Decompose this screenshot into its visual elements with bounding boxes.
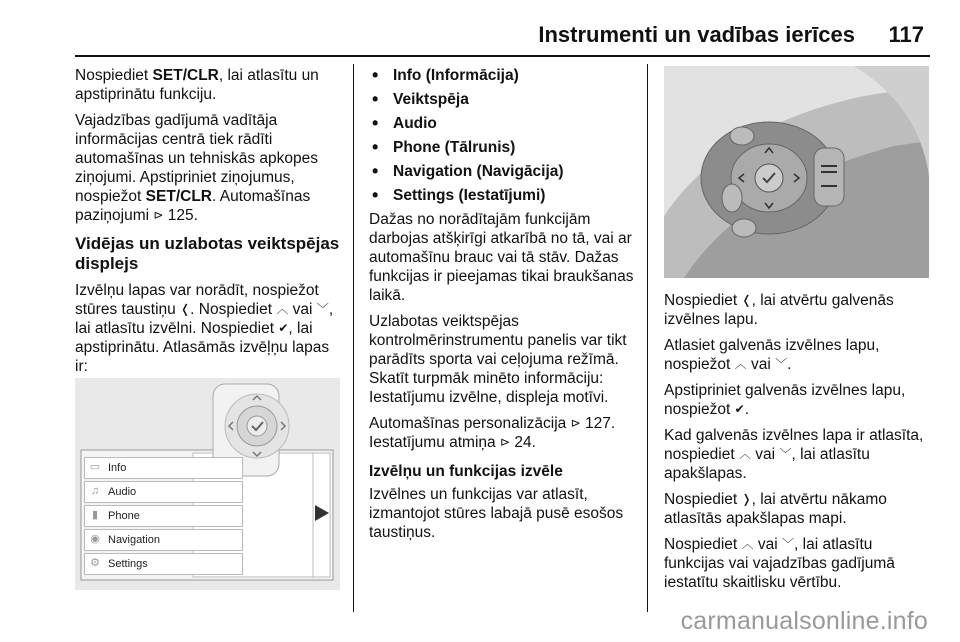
paragraph: Apstipriniet galvenās izvēlnes lapu, nospiežot ✔. [664, 382, 906, 418]
paragraph: Automašīnas personalizācija ⊳ 127. Iestatījumu atmiņa ⊳ 24. [369, 415, 616, 451]
column-1 [75, 66, 343, 383]
chevron-up-icon: ︿ [738, 447, 751, 461]
header-rule [75, 55, 930, 57]
volume-rocker-icon [814, 148, 844, 206]
chevron-down-icon: ﹀ [779, 447, 792, 461]
navigation-icon: ◉ [90, 533, 100, 545]
list-item: • Info (Informācija) [369, 66, 637, 85]
phone-icon: ▮ [91, 509, 99, 521]
chevron-left-icon: ❬ [741, 293, 752, 307]
page-header [0, 0, 960, 56]
menu-item-info: ▭ Info [84, 457, 243, 479]
paragraph: Nospiediet ❬, lai atvērtu galvenās izvēlnes lapu. [664, 292, 894, 328]
paragraph: Nospiediet ❭, lai atvērtu nākamo atlasītās apakšlapas mapi. [664, 491, 887, 527]
chevron-up-icon: ︿ [741, 537, 754, 551]
steering-wheel-controls-figure [664, 66, 929, 278]
paragraph: Vajadzības gadījumā vadītāja informācijas centrā tiek rādīti automašīnas un tehniskās apkopes ziņojumi. Apstipriniet ziņojumus, nospiežot SET/CLR. Automašīnas paziņojumi ⊳ 125. [75, 112, 318, 224]
chevron-down-icon: ﹀ [316, 302, 329, 316]
paragraph: Atlasiet galvenās izvēlnes lapu, nospiežot ︿ vai ﹀. [664, 337, 880, 373]
chevron-up-icon: ︿ [734, 357, 747, 371]
music-note-icon: ♫ [90, 485, 100, 497]
menu-item-settings: ⚙ Settings [84, 553, 243, 575]
paragraph: Dažas no norādītajām funkcijām darbojas atšķirīgi atkarībā no tā, vai ar automašīnu brauc vai tā stāv. Dažas funkcijas ir pieejamas tikai braukšanas laikā. [369, 211, 634, 304]
chevron-down-icon: ﹀ [782, 537, 795, 551]
settings-icon: ⚙ [90, 557, 100, 569]
list-item: • Settings (Iestatījumi) [369, 186, 637, 205]
paragraph: Kad galvenās izvēlnes lapa ir atlasīta, nospiediet ︿ vai ﹀, lai atlasītu apakšlapas. [664, 427, 924, 482]
column-divider-1 [353, 64, 354, 612]
menu-item-navigation: ◉ Navigation [84, 529, 243, 551]
chevron-up-icon: ︿ [276, 302, 289, 316]
list-item: • Veiktspēja [369, 90, 637, 109]
section-heading: Izvēlņu un funkcijas izvēle [369, 463, 563, 480]
column-2 [369, 66, 637, 549]
section-heading: Vidējas un uzlabotas veiktspējas displejs [75, 234, 340, 273]
paragraph: Izvēlnes un funkcijas var atlasīt, izmantojot stūres labajā pusē esošos taustiņus. [369, 486, 624, 541]
column-divider-2 [647, 64, 648, 612]
watermark: carmanualsonline.info [680, 607, 928, 635]
check-icon: ✔ [734, 402, 745, 416]
display-menu-figure [75, 378, 340, 590]
reference-arrow-icon: ⊳ [153, 208, 164, 222]
list-item: • Audio [369, 114, 637, 133]
chevron-down-icon: ﹀ [775, 357, 788, 371]
info-icon: ▭ [89, 461, 101, 473]
menu-item-phone: ▮ Phone [84, 505, 243, 527]
list-item: • Navigation (Navigācija) [369, 162, 637, 181]
reference-arrow-icon: ⊳ [570, 416, 581, 430]
page-number: 117 [888, 22, 924, 47]
paragraph: Izvēlņu lapas var norādīt, nospiežot stūres taustiņu ❬. Nospiediet ︿ vai ﹀, lai atlasītu izvēlni. Nospiediet ✔, lai apstiprinātu. Atlasāmās izvēļņu lapas ir: [75, 282, 334, 375]
menu-item-audio: ♫ Audio [84, 481, 243, 503]
reference-arrow-icon: ⊳ [499, 435, 511, 449]
column-3 [664, 291, 934, 599]
steering-wheel-illustration [664, 66, 929, 278]
chevron-right-icon: ❭ [741, 492, 752, 506]
check-icon: ✔ [278, 321, 289, 335]
paragraph: Nospiediet ︿ vai ﹀, lai atlasītu funkcijas vai vajadzības gadījumā iestatītu skaitlisku vērtību. [664, 536, 895, 591]
chevron-left-icon: ❬ [180, 302, 191, 316]
paragraph: Nospiediet SET/CLR, lai atlasītu un apstiprinātu funkciju. [75, 67, 319, 103]
chapter-title: Instrumenti un vadības ierīces [538, 22, 855, 47]
list-item: • Phone (Tālrunis) [369, 138, 637, 157]
paragraph: Uzlabotas veiktspējas kontrolmērinstrumentu panelis var tikt parādīts sporta vai ceļojuma režīmā. Skatīt turpmāk minēto informāciju: Iestatījumu izvēlne, displeja motīvi. [369, 313, 627, 406]
menu-page-list [369, 66, 637, 205]
